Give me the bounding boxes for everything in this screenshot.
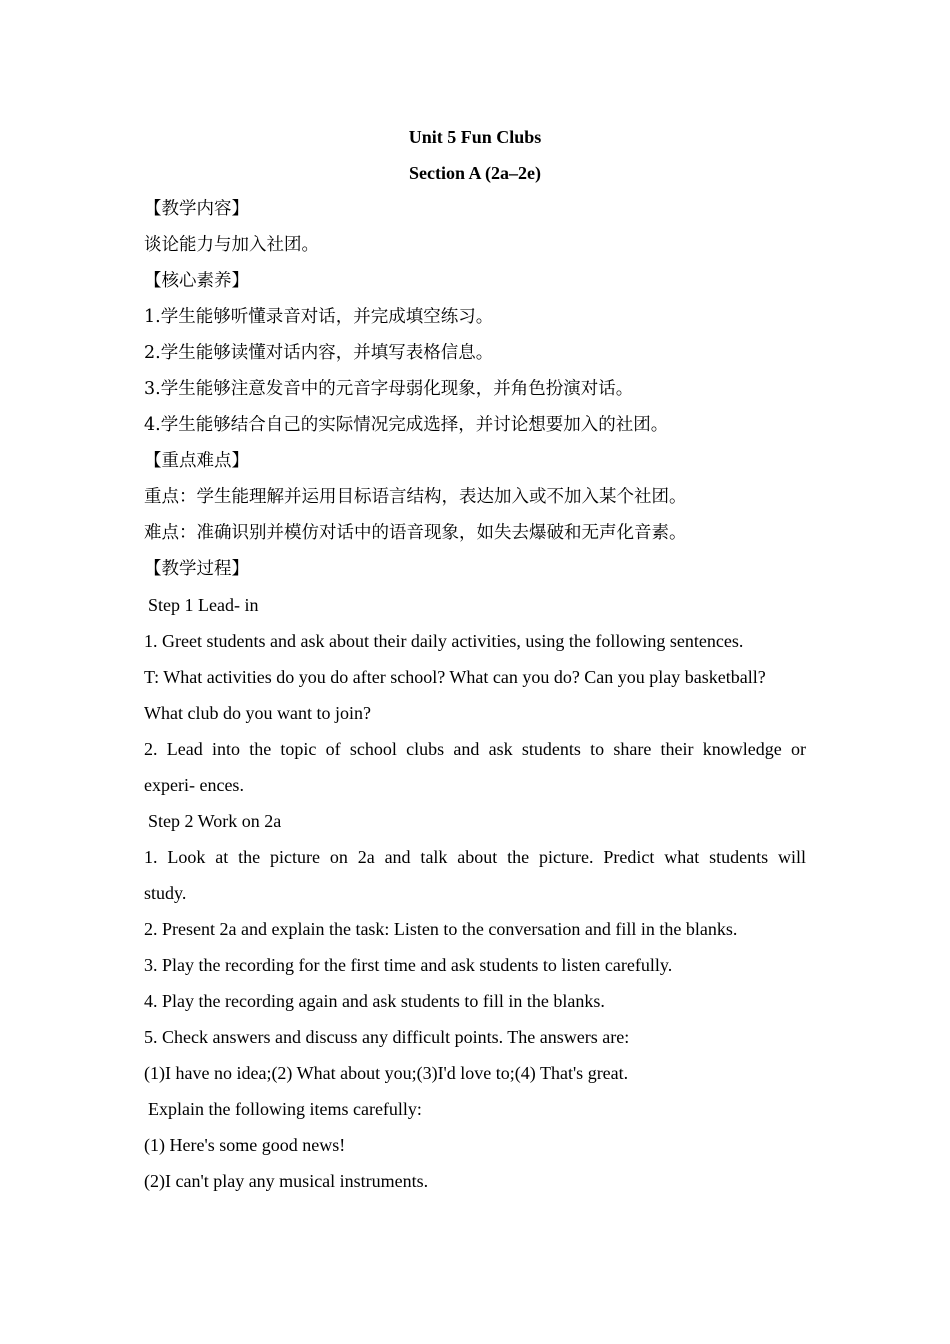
step2-item1-line1: 1. Look at the picture on 2a and talk about the picture. Predict what students will xyxy=(144,847,806,867)
step2-item1-line2: study. xyxy=(144,883,187,903)
step2-explain: Explain the following items carefully: xyxy=(148,1099,422,1119)
step1-item1-line2: T: What activities do you do after school? What can you do? Can you play basketball? xyxy=(144,667,766,687)
teaching-content-text: 谈论能力与加入社团。 xyxy=(144,235,319,255)
key-point: 重点：学生能理解并运用目标语言结构，表达加入或不加入某个社团。 xyxy=(144,487,687,507)
key-difficult-heading: 【重点难点】 xyxy=(144,451,249,471)
teaching-content-heading: 【教学内容】 xyxy=(144,199,249,219)
step1-item2-line1: 2. Lead into the topic of school clubs and ask students to share their knowledge or xyxy=(144,739,806,759)
difficult-point: 难点：准确识别并模仿对话中的语音现象，如失去爆破和无声化音素。 xyxy=(144,523,687,543)
step1-item1-line3: What club do you want to join? xyxy=(144,703,371,723)
step1-heading: Step 1 Lead- in xyxy=(148,595,259,615)
step2-item2: 2. Present 2a and explain the task: Listen to the conversation and fill in the blanks. xyxy=(144,919,738,939)
literacy-item: 4.学生能够结合自己的实际情况完成选择，并讨论想要加入的社团。 xyxy=(144,415,669,435)
literacy-item: 2.学生能够读懂对话内容，并填写表格信息。 xyxy=(144,343,494,363)
explain-item: (2)I can't play any musical instruments. xyxy=(144,1171,429,1191)
step1-item2-line2: experi- ences. xyxy=(144,775,244,795)
teaching-process-heading: 【教学过程】 xyxy=(144,559,249,579)
document-title: Unit 5 Fun Clubs xyxy=(408,127,542,147)
step2-answers: (1)I have no idea;(2) What about you;(3)I'd love to;(4) That's great. xyxy=(144,1063,629,1083)
literacy-item: 3.学生能够注意发音中的元音字母弱化现象，并角色扮演对话。 xyxy=(144,379,634,399)
step2-heading: Step 2 Work on 2a xyxy=(148,811,282,831)
step2-item3: 3. Play the recording for the first time and ask students to listen carefully. xyxy=(144,955,673,975)
step2-item4: 4. Play the recording again and ask students to fill in the blanks. xyxy=(144,991,605,1011)
explain-item: (1) Here's some good news! xyxy=(144,1135,346,1155)
core-literacy-heading: 【核心素养】 xyxy=(144,271,249,291)
step2-item5: 5. Check answers and discuss any difficult points. The answers are: xyxy=(144,1027,630,1047)
document-body xyxy=(144,119,806,1199)
section-subtitle: Section A (2a–2e) xyxy=(409,163,541,183)
step1-item1: 1. Greet students and ask about their daily activities, using the following sentences. xyxy=(144,631,744,651)
literacy-item: 1.学生能够听懂录音对话，并完成填空练习。 xyxy=(144,307,494,327)
